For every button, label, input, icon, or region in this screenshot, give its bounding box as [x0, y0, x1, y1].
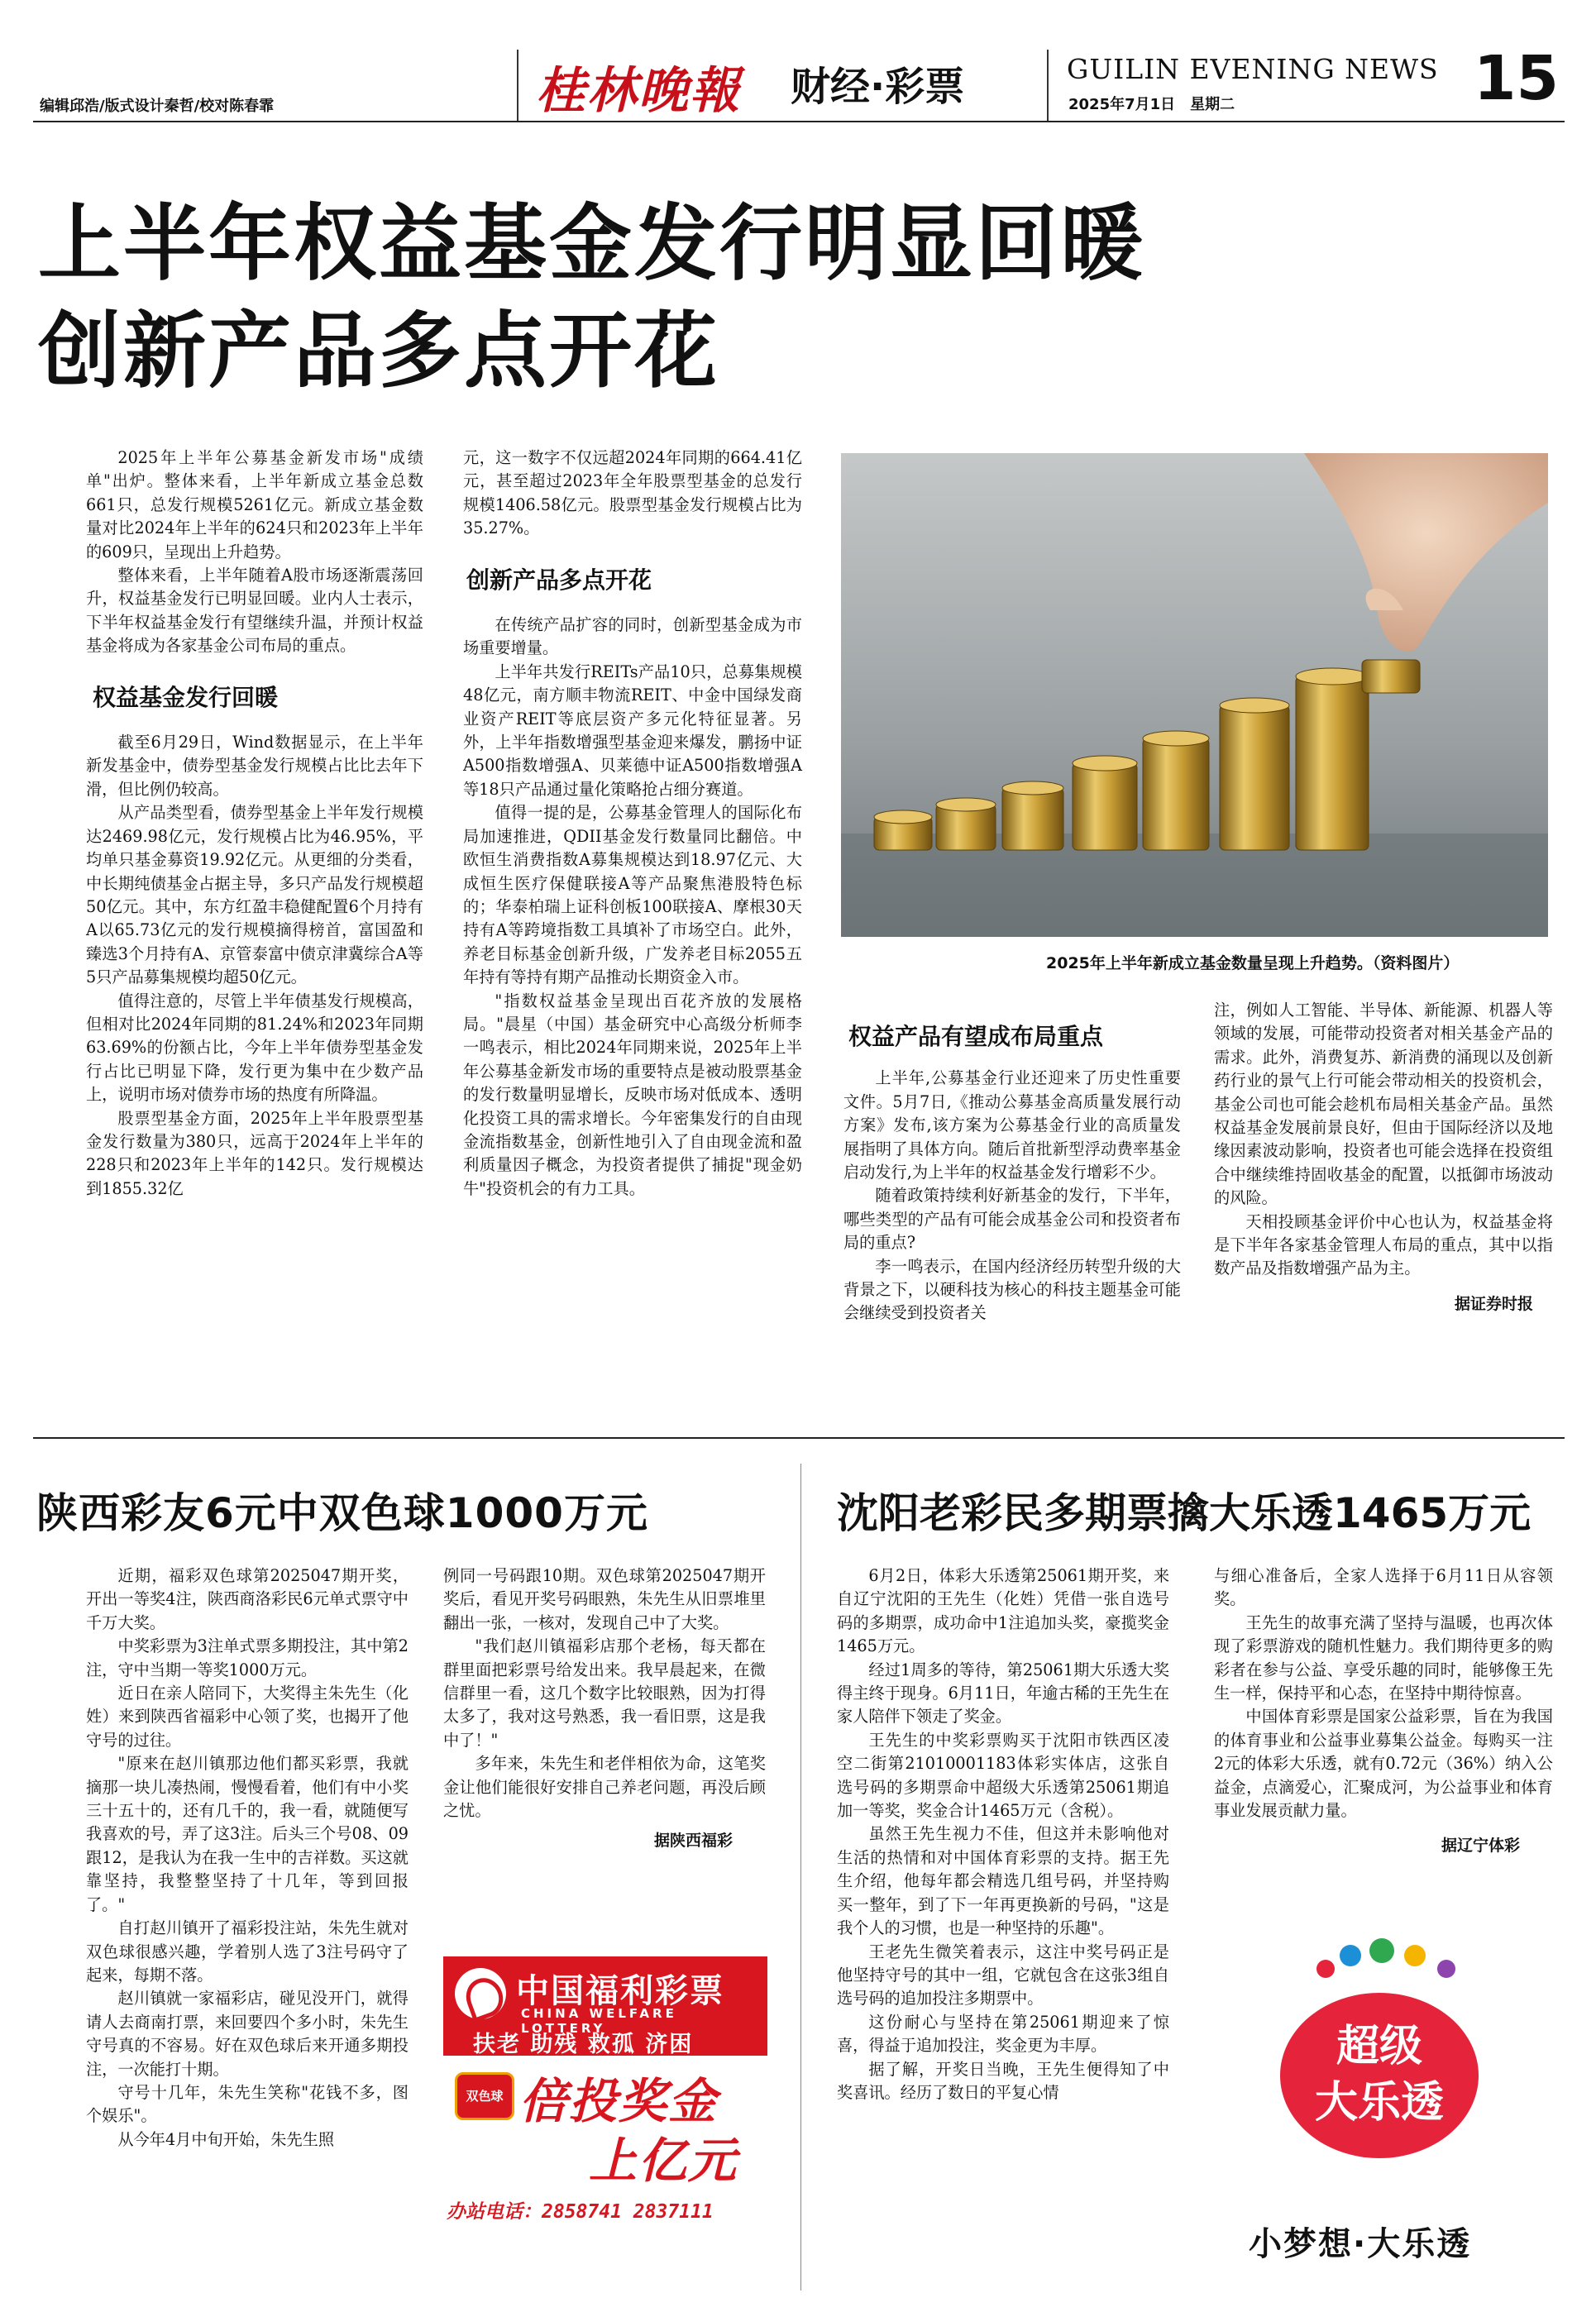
shaanxi-column-2: [443, 1564, 766, 1853]
paragraph: 中国体育彩票是国家公益彩票，旨在为我国的体育事业和公益事业募集公益金。每购买一注2元的体彩大乐透，就有0.72元（36%）纳入公益金，点滴爱心，汇聚成河，为公益事业和体育事业发展贡献力量。: [1214, 1707, 1553, 1821]
subheading-equity-recovery: 权益基金发行回暖: [93, 683, 279, 711]
paragraph: 与细心准备后，全家人选择于6月11日从容领奖。: [1214, 1566, 1553, 1609]
paragraph: 赵川镇就一家福彩店，碰见没开门，就得请人去商南打票，来回要四个多小时，朱先生守号真的不容易。好在双色球后来开通多期投注，一次能打十期。: [86, 1989, 409, 2079]
header-divider-left: [517, 50, 518, 121]
welfare-ad-banner: [443, 1956, 767, 2056]
phone-label: 办站电话：: [447, 2201, 542, 2223]
welfare-lottery-ad: [443, 1956, 767, 2248]
paragraph: 李一鸣表示，在国内经济经历转型升级的大背景之下，以硬科技为核心的科技主题基金可能会继续受到投资者关: [843, 1256, 1181, 1323]
paragraph: 王先生的故事充满了坚持与温暖，也再次体现了彩票游戏的随机性魅力。我们期待更多的购彩者在参与公益、享受乐趣的同时，能够像王先生一样，保持平和心态，在坚持中期待惊喜。: [1214, 1612, 1553, 1703]
staff-credits: 编辑邱浩/版式设计秦哲/校对陈春霏: [40, 98, 275, 115]
paragraph: "指数权益基金呈现出百花齐放的发展格局。"晨星（中国）基金研究中心高级分析师李一鸣表示，相比2024年同期来说，2025年上半年公募基金新发市场的重要特点是被动股票基金的发行数量明显增长，反映市场对低成本、透明化投资工具的需求增长。今年密集发行的自由现金流指数基金，创新性地引入了自由现金流和盈利质量因子概念，为投资者提供了捕捉"现金奶牛"投资机会的有力工具。: [463, 991, 802, 1198]
shenyang-column-2: [1214, 1564, 1553, 1858]
confetti-icon: [1340, 1945, 1361, 1966]
double-color-ball-badge: [455, 2072, 514, 2120]
main-headline-line2: 创新产品多点开花: [38, 303, 719, 399]
confetti-icon: [1404, 1945, 1426, 1966]
paper-logo: 桂林晚報: [536, 62, 741, 120]
shaanxi-column-1: [86, 1564, 409, 2152]
badge-text: 双色球: [466, 2089, 504, 2104]
lotto-logo-line1: 超级: [1336, 2022, 1422, 2071]
welfare-name-en: CHINA WELFARE LOTTERY: [521, 2006, 677, 2036]
paragraph: 上半年共发行REITs产品10只，总募集规模48亿元，南方顺丰物流REIT、中金中国绿发商业资产REIT等底层资产多元化特征显著。另外，上半年指数增强型基金迎来爆发，鹏扬中证A500指数增强A、贝莱德中证A500指数增强A等18只产品通过量化策略抢占细分赛道。: [463, 662, 802, 799]
paragraph: 随着政策持续利好新基金的发行，下半年，哪些类型的产品有可能会成基金公司和投资者布局的重点?: [843, 1186, 1181, 1253]
confetti-icon: [1316, 1960, 1335, 1978]
lotto-badge: [1280, 1993, 1479, 2158]
section-divider: [33, 1437, 1565, 1439]
source-credit: 据陕西福彩: [653, 1832, 733, 1851]
paragraph: 截至6月29日，Wind数据显示，在上半年新发基金中，债券型基金发行规模占比比去年下滑，但比例仍较高。: [86, 733, 423, 799]
paragraph: 自打赵川镇开了福彩投注站，朱先生就对双色球很感兴趣，学着别人选了3注号码守了起来，每期不落。: [86, 1918, 409, 1985]
paragraph: 从今年4月中旬开始，朱先生照: [117, 2129, 335, 2149]
subheading-equity-focus: 权益产品有望成布局重点: [848, 1023, 1104, 1050]
paragraph: 从产品类型看，债券型基金上半年发行规模达2469.98亿元，发行规模占比为46.95%，平均单只基金募资19.92亿元。从更细的分类看，中长期纯债基金占据主导，多只产品发行规模超50亿元。其中，东方红盈丰稳健配置6个月持有A以65.73亿元的发行规模摘得榜首，富国盈和臻选3个月持有A、京管泰富中债京津冀综合A等5只产品募集规模均超50亿元。: [86, 803, 423, 987]
subheading-innovative-products: 创新产品多点开花: [466, 566, 652, 594]
shenyang-column-1: [837, 1564, 1169, 2104]
source-credit: 据辽宁体彩: [1441, 1837, 1520, 1856]
paragraph: 天相投顾基金评价中心也认为，权益基金将是下半年各家基金管理人布局的重点，其中以指数产品及指数增强产品为主。: [1214, 1211, 1553, 1278]
paragraph: "原来在赵川镇那边他们都买彩票，我就摘那一块儿凑热闹，慢慢看着，他们有中小奖三十五十的，还有几千的，我一看，就随便写我喜欢的号，弄了这3注。后头三个号08、09跟12，是我认为在我一生中的吉祥数。买这就靠坚持，我整整坚持了十几年，等到回报了。": [86, 1754, 409, 1914]
paragraph: 王老先生微笑着表示，这注中奖号码正是他坚持守号的其中一组，它就包含在这张3组自选号码的追加投注多期票中。: [837, 1942, 1169, 2009]
paragraph: 2025年上半年公募基金新发市场"成绩单"出炉。整体来看，上半年新成立基金总数661只，总发行规模5261亿元。新成立基金数量对比2024年上半年的624只和2023年上半年的609只，呈现出上升趋势。: [86, 448, 423, 561]
paragraph: 虽然王先生视力不佳，但这并未影响他对生活的热情和对中国体育彩票的支持。据王先生介绍，他每年都会精选几组号码，并坚持购买一整年，到了下一年再更换新的号码，"这是我个人的习惯，也是一种坚持的乐趣"。: [837, 1824, 1169, 1938]
paragraph: 注，例如人工智能、半导体、新能源、机器人等领域的发展，可能带动投资者对相关基金产品的需求。此外，消费复苏、新消费的涌现以及创新药行业的景气上行可能会带动相关的投资机会，基金公司也可能会趁机布局相关基金产品。虽然权益基金发展前景良好，但由于国际经济以及地缘因素波动影响，投资者也可能会选择在投资组合中继续维持固收基金的配置，以抵御市场波动的风险。: [1214, 1001, 1553, 1208]
header-divider-right: [1047, 50, 1049, 121]
main-column-1: [86, 447, 423, 1201]
main-column-4: [1214, 999, 1553, 1316]
paragraph: 这份耐心与坚持在第25061期迎来了惊喜，得益于追加投注，奖金更为丰厚。: [837, 2012, 1169, 2056]
source-credit: 据证券时报: [1454, 1294, 1533, 1313]
issue-date: 2025年7月1日 星期二: [1068, 96, 1235, 113]
paragraph: 王先生的中奖彩票购买于沈阳市铁西区凌空二街第21010001183体彩实体店，这张自选号码的多期票命中超级大乐透第25061期追加一等奖，奖金合计1465万元（含税）。: [837, 1730, 1169, 1821]
welfare-promo-line2: 上亿元: [589, 2133, 738, 2189]
page-number: 15: [1474, 43, 1559, 114]
paragraph: 元，这一数字不仅远超2024年同期的664.41亿元，甚至超过2023年全年股票型基金的总发行规模1406.58亿元。股票型基金发行规模占比为35.27%。: [463, 448, 802, 538]
paragraph: "我们赵川镇福彩店那个老杨，每天都在群里面把彩票号给发出来。我早晨起来，在微信群里一看，这几个数字比较眼熟，因为打得太多了，我对这号熟悉，我一看旧票，这是我中了！": [443, 1636, 766, 1750]
main-column-3: [843, 992, 1181, 1326]
paragraph: 多年来，朱先生和老伴相依为命，这笔奖金让他们能很好安排自己养老问题，再没后顾之忧。: [443, 1754, 766, 1821]
main-column-2: [463, 447, 802, 1201]
paragraph: 中奖彩票为3注单式票多期投注，其中第2注，守中当期一等奖1000万元。: [86, 1636, 409, 1679]
confetti-icon: [1437, 1960, 1455, 1978]
header-rule: [33, 121, 1565, 122]
photo-caption: 2025年上半年新成立基金数量呈现上升趋势。（资料图片）: [1046, 954, 1460, 972]
phone-number: 2858741 2837111: [542, 2201, 714, 2223]
paragraph: 上半年,公募基金行业还迎来了历史性重要文件。5月7日,《推动公募基金高质量发展行动方案》发布,该方案为公募基金行业的高质量发展指明了具体方向。随后首批新型浮动费率基金启动发行,为上半年的权益基金发行增彩不少。: [843, 1068, 1181, 1182]
coins-photo: [841, 453, 1548, 937]
shaanxi-headline: 陕西彩友6元中双色球1000万元: [36, 1489, 648, 1537]
welfare-promo-line1: 倍投奖金: [519, 2073, 719, 2129]
shenyang-headline: 沈阳老彩民多期票擒大乐透1465万元: [837, 1489, 1531, 1537]
lotto-logo-line2: 大乐透: [1314, 2078, 1444, 2128]
welfare-slogan: 扶老 助残 救孤 济困: [473, 2032, 694, 2057]
paragraph: 据了解，开奖日当晚，王先生便得知了中奖喜讯。经历了数日的平复心情: [837, 2059, 1169, 2102]
english-paper-name: GUILIN EVENING NEWS: [1067, 53, 1439, 85]
paragraph: 整体来看，上半年随着A股市场逐渐震荡回升，权益基金发行已明显回暖。业内人士表示，下半年权益基金发行有望继续升温，并预计权益基金将成为各家基金公司布局的重点。: [86, 566, 423, 656]
paragraph: 6月2日，体彩大乐透第25061期开奖，来自辽宁沈阳的王先生（化姓）凭借一张自选号码的多期票，成功命中1注追加头奖，豪揽奖金1465万元。: [837, 1566, 1169, 1656]
coin-stacks-image: [841, 453, 1548, 937]
lotto-slogan: 小梦想·大乐透: [1249, 2225, 1472, 2263]
welfare-name-cn: 中国福利彩票: [516, 1972, 724, 2010]
vertical-divider: [800, 1464, 801, 2291]
paragraph: 在传统产品扩容的同时，创新型基金成为市场重要增量。: [463, 615, 802, 658]
main-headline-line1: 上半年权益基金发行明显回暖: [38, 195, 1145, 292]
paragraph: 守号十几年，朱先生笑称"花钱不多，图个娱乐"。: [86, 2082, 409, 2126]
paragraph: 股票型基金方面，2025年上半年股票型基金发行数量为380只，远高于2024年上半年的228只和2023年上半年的142只。发行规模达到1855.32亿: [86, 1108, 423, 1198]
paragraph: 近期，福彩双色球第2025047期开奖，开出一等奖4注，陕西商洛彩民6元单式票守中千万大奖。: [86, 1566, 409, 1632]
paragraph: 经过1周多的等待，第25061期大乐透大奖得主终于现身。6月11日，年逾古稀的王先生在家人陪伴下领走了奖金。: [837, 1660, 1169, 1727]
welfare-phone-row: [447, 2196, 714, 2224]
paragraph: 值得注意的，尽管上半年债基发行规模高，但相对比2024年同期的81.24%和2023年同期63.69%的份额占比，今年上半年债券型基金发行占比已明显下降，发行更为集中在少数产品上，说明市场对债券市场的热度有所降温。: [86, 991, 423, 1105]
welfare-logo-icon: [455, 1968, 506, 2019]
paragraph: 值得一提的是，公募基金管理人的国际化布局加速推进，QDII基金发行数量同比翻倍。中欧恒生消费指数A募集规模达到18.97亿元、大成恒生医疗保健联接A等产品聚焦港股特色标的；华泰柏瑞上证科创板100联接A、摩根30天持有A等跨境指数工具填补了市场空白。此外，养老目标基金创新升级，广发养老目标2055五年持有等持有期产品推动长期资金入市。: [463, 803, 802, 987]
paragraph: 近日在亲人陪同下，大奖得主朱先生（化姓）来到陕西省福彩中心领了奖，也揭开了他守号的过往。: [86, 1684, 409, 1750]
confetti-icon: [1369, 1938, 1394, 1963]
paragraph: 例同一号码跟10期。双色球第2025047期开奖后，看见开奖号码眼熟，朱先生从旧票堆里翻出一张，一核对，发现自己中了大奖。: [443, 1566, 766, 1632]
super-lotto-logo: [1280, 1968, 1512, 2216]
section-name: 财经·彩票: [791, 64, 965, 110]
